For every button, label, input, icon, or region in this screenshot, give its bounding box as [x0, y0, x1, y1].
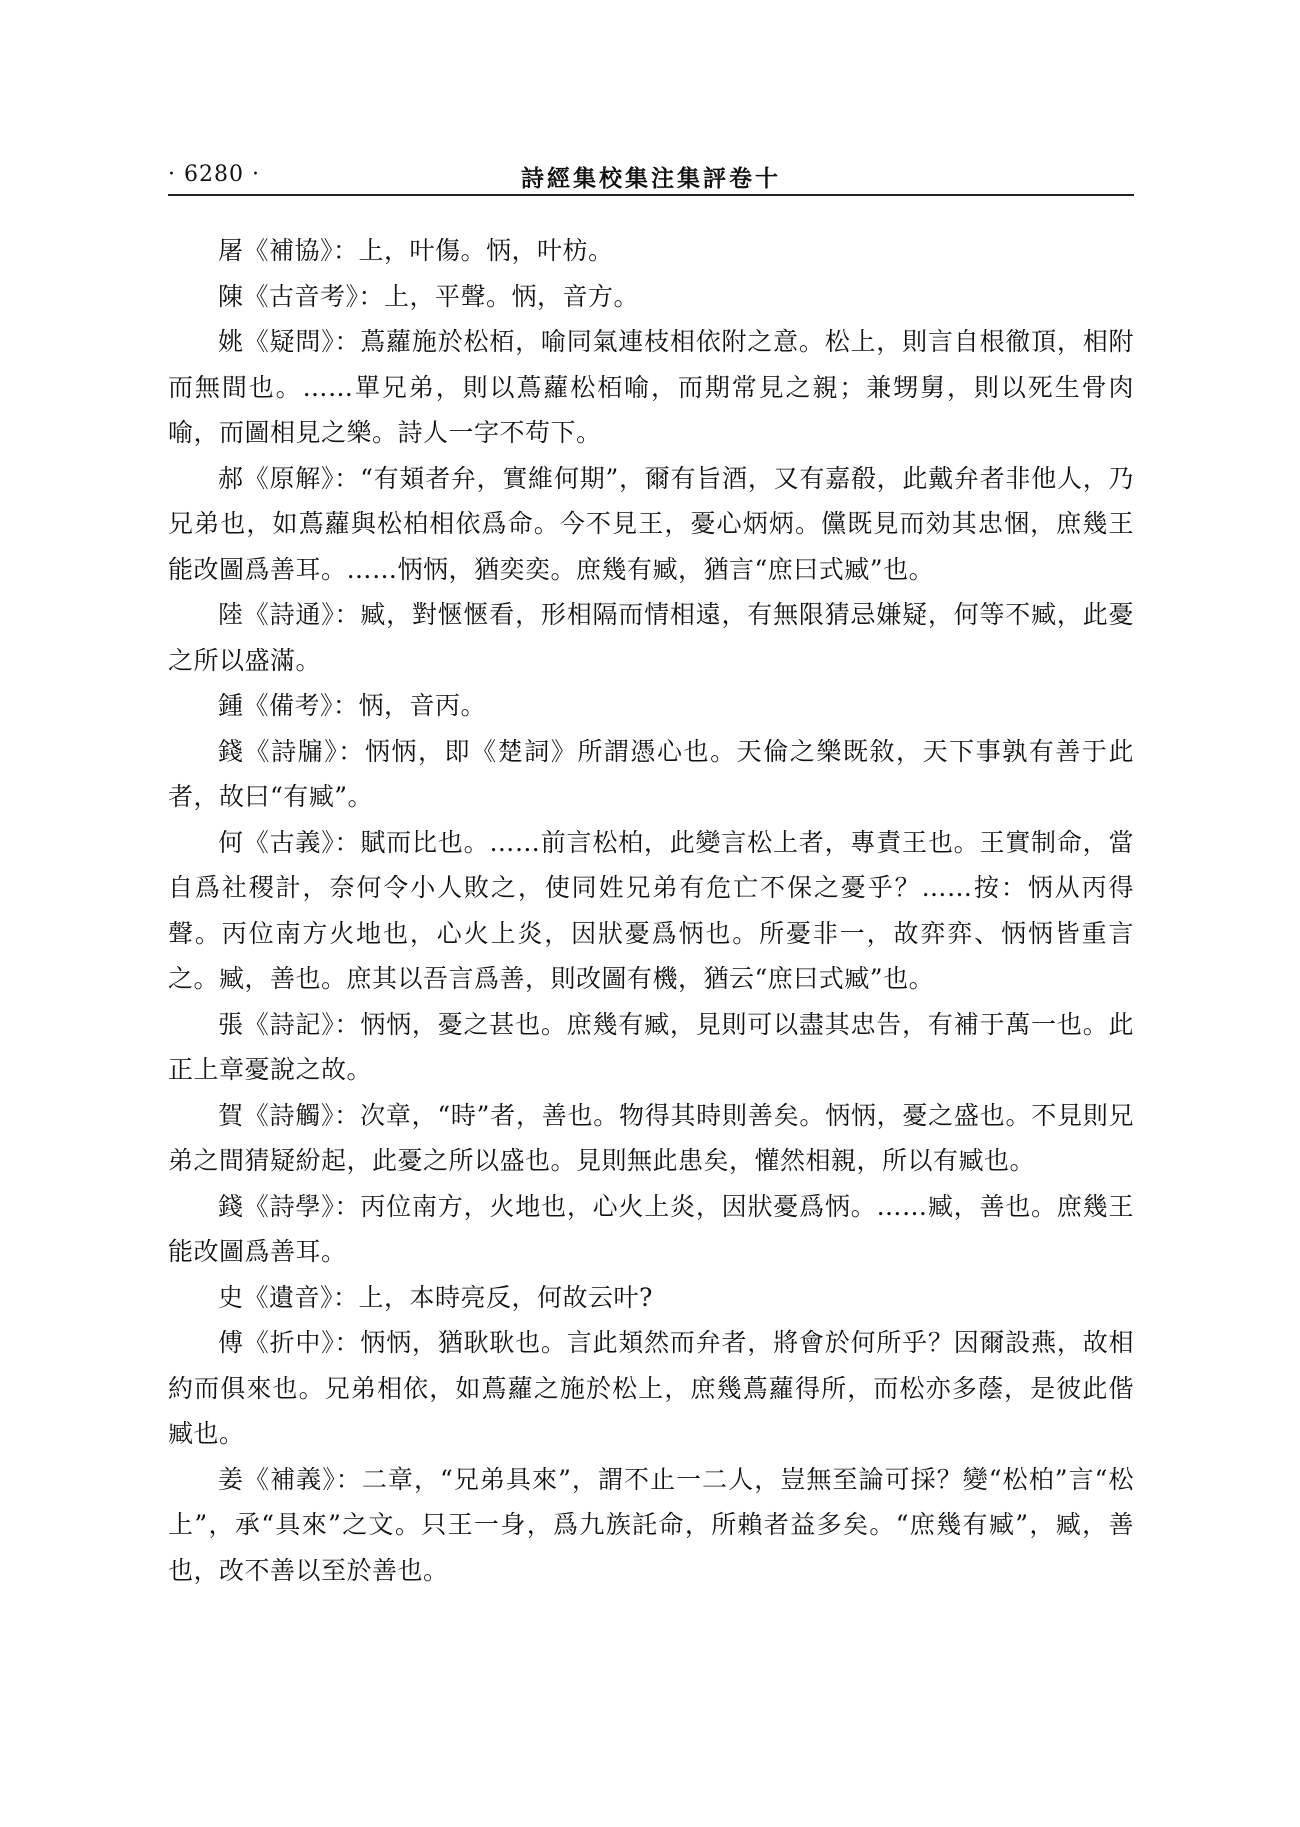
- commentary-paragraph: 鍾《備考》：怲，音丙。: [218, 691, 487, 720]
- commentary-paragraph: 錢《詩學》：丙位南方，火地也，心火上炎，因狀憂爲怲。……臧，善也。庶幾王能改圖爲善耳。: [168, 1191, 1134, 1266]
- page-number: · 6280 ·: [168, 162, 260, 187]
- header-rule: [168, 194, 1134, 196]
- commentary-paragraph: 姚《疑問》：蔦蘿施於松栢，喻同氣連枝相依附之意。松上，則言自根徹頂，相附而無間也。……單兄弟，則以蔦蘿松栢喻，而期常見之親；兼甥舅，則以死生骨肉喻，而圖相見之樂。詩人一字不苟下。: [168, 327, 1134, 447]
- running-title: 詩經集校集注集評卷十: [521, 165, 781, 192]
- commentary-paragraph: 姜《補義》：二章，“兄弟具來”，謂不止一二人，豈無至論可採？變“松柏”言“松上”，承“具來”之文。只王一身，爲九族託命，所賴者益多矣。“庶幾有臧”，臧，善也，改不善以至於善也。: [168, 1464, 1134, 1585]
- commentary-paragraph: 陸《詩通》：臧，對愜愜看，形相隔而情相遠，有無限猜忌嫌疑，何等不臧，此憂之所以盛滿。: [168, 600, 1134, 675]
- commentary-paragraph: 陳《古音考》：上，平聲。怲，音方。: [218, 281, 640, 311]
- commentary-paragraph: 郝《原解》：“有頍者弁，實維何期”，爾有旨酒，又有嘉殽，此戴弁者非他人，乃兄弟也，如蔦蘿與松柏相依爲命。今不見王，憂心炳炳。儻既見而効其忠悃，庶幾王能改圖爲善耳。……怲怲，猶奕奕。庶幾有臧，猶言“庶曰式臧”也。: [168, 463, 1134, 584]
- commentary-paragraph: 傅《折中》：怲怲，猶耿耿也。言此頍然而弁者，將會於何所乎？因爾設燕，故相約而俱來也。兄弟相依，如蔦蘿之施於松上，庶幾蔦蘿得所，而松亦多蔭，是彼此偕臧也。: [168, 1328, 1134, 1448]
- commentary-paragraph: 張《詩記》：怲怲，憂之甚也。庶幾有臧，見則可以盡其忠告，有補于萬一也。此正上章憂說之故。: [168, 1009, 1134, 1084]
- page-body: [168, 228, 1134, 1593]
- commentary-paragraph: 錢《詩牖》：怲怲，即《楚詞》所謂憑心也。天倫之樂既敘，天下事孰有善于此者，故曰“有臧”。: [168, 736, 1134, 811]
- commentary-paragraph: 屠《補協》：上，叶傷。怲，叶枋。: [218, 236, 614, 265]
- commentary-paragraph: 何《古義》：賦而比也。……前言松柏，此變言松上者，專責王也。王實制命，當自爲社稷計，奈何令小人敗之，使同姓兄弟有危亡不保之憂乎？……按：怲从丙得聲。丙位南方火地也，心火上炎，因狀憂爲怲也。所憂非一，故弈弈、怲怲皆重言之。臧，善也。庶其以吾言爲善，則改圖有機，猶云“庶曰式臧”也。: [168, 827, 1134, 993]
- commentary-paragraph: 賀《詩觸》：次章，“時”者，善也。物得其時則善矣。怲怲，憂之盛也。不見則兄弟之間猜疑紛起，此憂之所以盛也。見則無此患矣，懽然相親，所以有臧也。: [168, 1100, 1134, 1175]
- commentary-paragraph: 史《遺音》：上，本時亮反，何故云叶?: [218, 1282, 653, 1312]
- page-header: [168, 154, 1134, 194]
